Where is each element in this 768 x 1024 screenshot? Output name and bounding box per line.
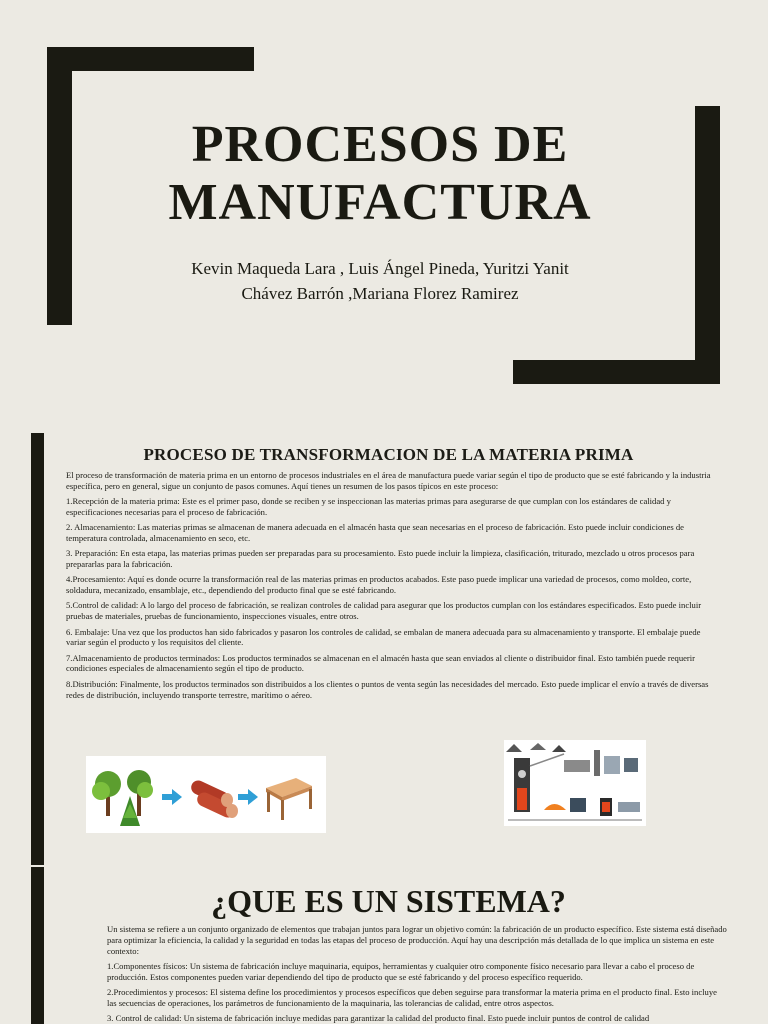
paragraph: 5.Control de calidad: A lo largo del proceso de fabricación, se realizan controles de calidad para asegurar que los productos cumplan con los estándares especificados. Esto puede incluir pruebas de materiales, pruebas de funcionamiento, inspecciones visuales, entre otros. <box>66 600 702 622</box>
raw-material-slide <box>0 415 768 867</box>
section-title: PROCESO DE TRANSFORMACION DE LA MATERIA PRIMA <box>143 445 634 464</box>
paragraph: 1.Recepción de la materia prima: Este es el primer paso, donde se reciben y se inspeccionan las materias primas para asegurarse de que cumplan con los estándares de calidad y especificaciones necesarias para el proceso de fabricación. <box>66 496 671 517</box>
section-body <box>66 470 716 705</box>
trees-icon <box>92 770 153 826</box>
paragraph: Un sistema se refiere a un conjunto organizado de elementos que trabajan juntos para lograr un objetivo común: la fabricación de un producto específico. Este sistema está diseñado para optimizar la eficiencia, la calidad y la seguridad en todas las etapas del proceso de producción. Aquí hay una descripción más detallada de lo que implica un sistema en este contexto: <box>107 924 727 956</box>
arrow-right-icon <box>162 789 182 805</box>
section-body <box>107 924 727 1024</box>
paragraph: 3. Preparación: En esta etapa, las materias primas pueden ser preparadas para su procesamiento. Esto puede incluir la limpieza, clasificación, triturado, mezclado u otros procesos para prepararlas para la fabricación. <box>66 548 695 570</box>
frame-top-left-vertical <box>47 47 72 325</box>
frame-bottom-right-vertical <box>695 106 720 384</box>
left-accent-bar <box>31 867 44 1024</box>
section-title: ¿QUE ES UN SISTEMA? <box>211 883 566 919</box>
paragraph: 3. Control de calidad: Un sistema de fabricación incluye medidas para garantizar la calidad del producto final. Esto puede incluir puntos de control de calidad <box>107 1013 650 1024</box>
paragraph: 6. Embalaje: Una vez que los productos han sido fabricados y pasaron los controles de calidad, se embalan de manera adecuada para su almacenamiento y transporte. El embalaje puede variar según el producto y los requisitos del cliente. <box>66 626 701 648</box>
authors-line-1: Kevin Maqueda Lara , Luis Ángel Pineda, Yuritzi Yanit <box>191 259 569 278</box>
paragraph: 1.Componentes físicos: Un sistema de fabricación incluye maquinaria, equipos, herramientas y cualquier otro componente físico necesario para llevar a cabo el proceso de producción. Estos componentes pueden variar dependiendo del tipo de producto que se esté fabricando y del proceso específico requerido. <box>107 960 695 982</box>
left-accent-bar <box>31 433 44 865</box>
paragraph: 4.Procesamiento: Aquí es donde ocurre la transformación real de las materias primas en productos acabados. Este paso puede implicar una variedad de procesos, como moldeo, corte, soldadura, mecanizado, ensamblaje, etc., dependiendo del producto final que se esté fabricando. <box>66 574 692 596</box>
arrow-right-icon <box>238 789 258 805</box>
title-slide <box>0 0 768 415</box>
logs-icon <box>189 778 238 820</box>
paragraph: El proceso de transformación de materia prima en un entorno de procesos industriales en el área de manufactura puede variar según el tipo de producto que se esté fabricando y la industria específica, pero en general, sigue un conjunto de pasos comunes. Aquí tienes un resumen de los pasos típicos en este proceso: <box>66 470 711 491</box>
system-slide <box>0 867 768 1024</box>
paragraph: 2.Procedimientos y procesos: El sistema define los procedimientos y procesos específicos que deben seguirse para transformar la materia prima en el producto final. Esto incluye las secuencias de operaciones, los parámetros de funcionamiento de la maquinaria, las tolerancias de calidad, entre otros aspectos. <box>107 986 717 1008</box>
frame-top-left-horizontal <box>47 47 254 71</box>
steel-process-diagram <box>504 740 646 826</box>
tree-to-table-illustration <box>86 756 326 833</box>
paragraph: 7.Almacenamiento de productos terminados: Los productos terminados se almacenan en el almacén hasta que sean enviados al cliente o distribuidor final. Esto también puede requerir condiciones especiales de almacenamiento según el tipo de producto. <box>66 652 696 674</box>
page-title: PROCESOS DE MANUFACTURA <box>168 116 592 231</box>
table-icon <box>266 778 312 820</box>
paragraph: 2. Almacenamiento: Las materias primas se almacenan de manera adecuada en el almacén hasta que sean necesarias en el proceso de fabricación. Esto puede incluir condiciones de temperatura controlada, almacenamiento en seco, etc. <box>66 522 684 543</box>
paragraph: 8.Distribución: Finalmente, los productos terminados son distribuidos a los clientes o puntos de venta según las necesidades del mercado. Esto puede implicar el envío a través de diversas redes de distribución, incluyendo transporte terrestre, marítimo o aéreo. <box>66 678 709 700</box>
frame-bottom-right-horizontal <box>513 360 720 384</box>
authors-line-2: Chávez Barrón ,Mariana Florez Ramirez <box>241 284 519 303</box>
authors <box>150 256 610 306</box>
